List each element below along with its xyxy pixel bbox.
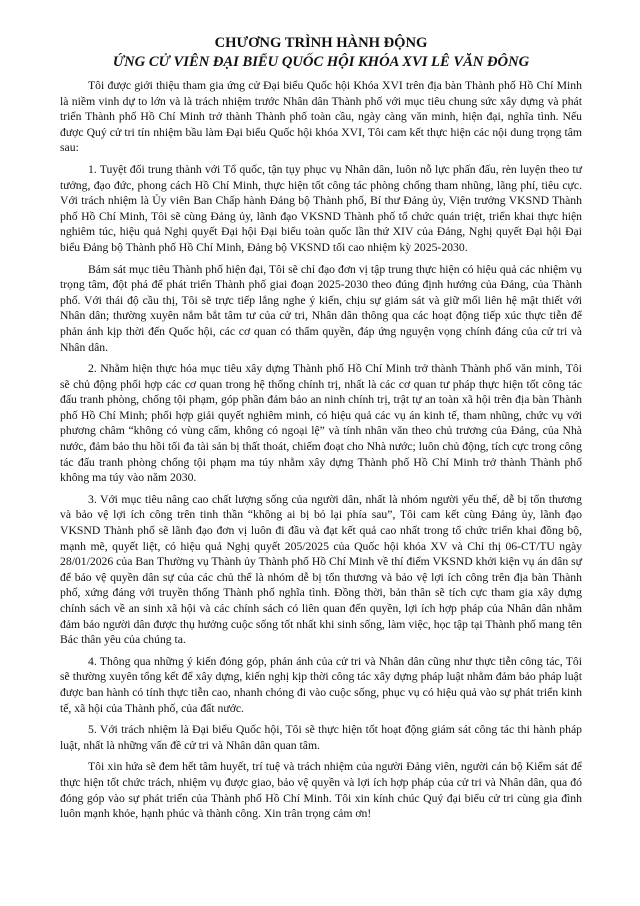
document-title: CHƯƠNG TRÌNH HÀNH ĐỘNG <box>214 35 428 51</box>
commitment-4-paragraph: 4. Thông qua những ý kiến đóng góp, phản ánh của cử tri và Nhân dân cũng như thực tiễn công tác, Tôi sẽ thường xuyên tổng kết để xây dựng, kiến nghị kịp thời công tác xây dựng pháp luật nhằm đảm bảo pháp luật được ban hành có tính thực tiễn cao, nhanh chóng đi vào cuộc sống, phục vụ có hiệu quả vào sự phát triển kinh tế, xã hội của Thành phố, của đất nước. <box>60 654 582 715</box>
document-subtitle: ỨNG CỬ VIÊN ĐẠI BIỂU QUỐC HỘI KHÓA XVI LÊ VĂN ĐÔNG <box>112 54 530 70</box>
closing-paragraph: Tôi xin hứa sẽ đem hết tâm huyết, trí tuệ và trách nhiệm của người Đảng viên, người cán bộ Kiểm sát để thực hiện tốt chức trách, nhiệm vụ được giao, bảo vệ quyền và lợi ích hợp pháp của cử tri và Nhân dân, qua đó đóng góp vào sự phát triển của Thành phố Hồ Chí Minh. Tôi xin kính chúc Quý đại biểu cử tri cùng gia đình luôn mạnh khỏe, hạnh phúc và thành công. Xin trân trọng cảm ơn! <box>60 760 582 821</box>
intro-paragraph: Tôi được giới thiệu tham gia ứng cử Đại biểu Quốc hội Khóa XVI trên địa bàn Thành phố Hồ Chí Minh là niềm vinh dự to lớn và là trách nhiệm trước Nhân dân Thành phố với mục tiêu chung sức xây dựng và phát triển Thành phố Hồ Chí Minh trở thành Thành phố toàn cầu, ngày càng văn minh, hiện đại, nghĩa tình. Nếu được Quý cử tri tín nhiệm bầu làm Đại biểu Quốc hội khóa XVI, Tôi cam kết thực hiện các nội dung trọng tâm sau: <box>60 79 582 155</box>
commitment-3-paragraph: 3. Với mục tiêu nâng cao chất lượng sống của người dân, nhất là nhóm người yếu thế, dễ bị tổn thương và bảo vệ lợi ích công trên tinh thần “không ai bị bỏ lại phía sau”, Tôi cam kết cùng Đảng ủy, lãnh đạo VKSND Thành phố sẽ lãnh đạo đơn vị luôn đi đầu và đạt kết quả cao nhất trong tổ chức triển khai đồng bộ, mạnh mẽ, quyết liệt, có hiệu quả Nghị quyết 205/2025 của Quốc hội khóa XV và Chỉ thị 06-CT/TU ngày 28/01/2026 của Ban Thường vụ Thành ủy Thành phố Hồ Chí Minh về thí điểm VKSND khởi kiện vụ án dân sự để bảo vệ quyền dân sự của các chủ thể là nhóm dễ bị tổn thương và bảo vệ lợi ích công trên địa bàn Thành phố, xứng đáng với truyền thống Thành phố nghĩa tình. Đồng thời, bản thân sẽ tích cực tham gia xây dựng chính sách về an sinh xã hội và các chính sách có liên quan đến quyền, lợi ích hợp pháp của Nhân dân nhằm đảm bảo người dân được thụ hưởng cuộc sống tốt nhất khi sinh sống, làm việc, học tập tại Thành phố mang tên Bác thân yêu của chúng ta. <box>60 492 582 647</box>
commitment-2-paragraph: 2. Nhằm hiện thực hóa mục tiêu xây dựng Thành phố Hồ Chí Minh trở thành Thành phố văn minh, Tôi sẽ chủ động phối hợp các cơ quan trong hệ thống chính trị, nhất là các cơ quan tư pháp thực hiện tốt công tác đấu tranh phòng, chống tội phạm, góp phần đảm bảo an ninh chính trị, trật tự an toàn xã hội trên địa bàn Thành phố Hồ Chí Minh; phối hợp giải quyết nghiêm minh, có hiệu quả các vụ án kinh tế, tham nhũng, chức vụ với phương châm “không có vùng cấm, không có ngoại lệ” và tính nhân văn theo chủ trương của Đảng, của Nhà nước, đảm bảo thu hồi tối đa tài sản bị thất thoát, chiếm đoạt cho Nhà nước; luôn chủ động, tích cực trong công tác đấu tranh phòng chống tội phạm ma túy nhằm xây dựng Thành phố Hồ Chí Minh trở thành Thành phố không ma túy vào năm 2030. <box>60 362 582 485</box>
commitment-1-continued-paragraph: Bám sát mục tiêu Thành phố hiện đại, Tôi sẽ chỉ đạo đơn vị tập trung thực hiện có hiệu quả các nhiệm vụ trọng tâm, đột phá để phát triển Thành phố giai đoạn 2025-2030 theo đúng định hướng của Đảng, của Thành phố. Với thái độ cầu thị, Tôi sẽ trực tiếp lắng nghe ý kiến, chịu sự giám sát và giữ mối liên hệ mật thiết với Nhân dân; thường xuyên nắm bắt tâm tư của cử tri, Nhân dân thông qua các hoạt động tiếp xúc thực tiễn để phản ánh kịp thời đến Quốc hội, các cơ quan có thẩm quyền, đáp ứng nguyện vọng chính đáng của cử tri và Nhân dân. <box>60 262 582 354</box>
commitment-5-paragraph: 5. Với trách nhiệm là Đại biểu Quốc hội, Tôi sẽ thực hiện tốt hoạt động giám sát công tác thi hành pháp luật, nhất là những vấn đề cử tri và Nhân dân quan tâm. <box>60 723 582 752</box>
commitment-1-paragraph: 1. Tuyệt đối trung thành với Tổ quốc, tận tụy phục vụ Nhân dân, luôn nỗ lực phấn đấu, rèn luyện theo tư tưởng, đạo đức, phong cách Hồ Chí Minh, thực hiện tốt công tác phòng chống tham nhũng, lãng phí, tiêu cực. Với trách nhiệm là Ủy viên Ban Chấp hành Đảng bộ Thành phố, Bí thư Đảng ủy, Viện trưởng VKSND Thành phố Hồ Chí Minh, Tôi sẽ cùng Đảng ủy, lãnh đạo VKSND Thành phố tổ chức quán triệt, triển khai thực hiện nghiêm túc, hiệu quả Nghị quyết Đại hội Đại biểu toàn quốc lần thứ XIV của Đảng, Nghị quyết Đại hội Đại biểu Đảng bộ Thành phố Hồ Chí Minh, Đảng bộ VKSND tối cao nhiệm kỳ 2025-2030. <box>60 162 582 254</box>
